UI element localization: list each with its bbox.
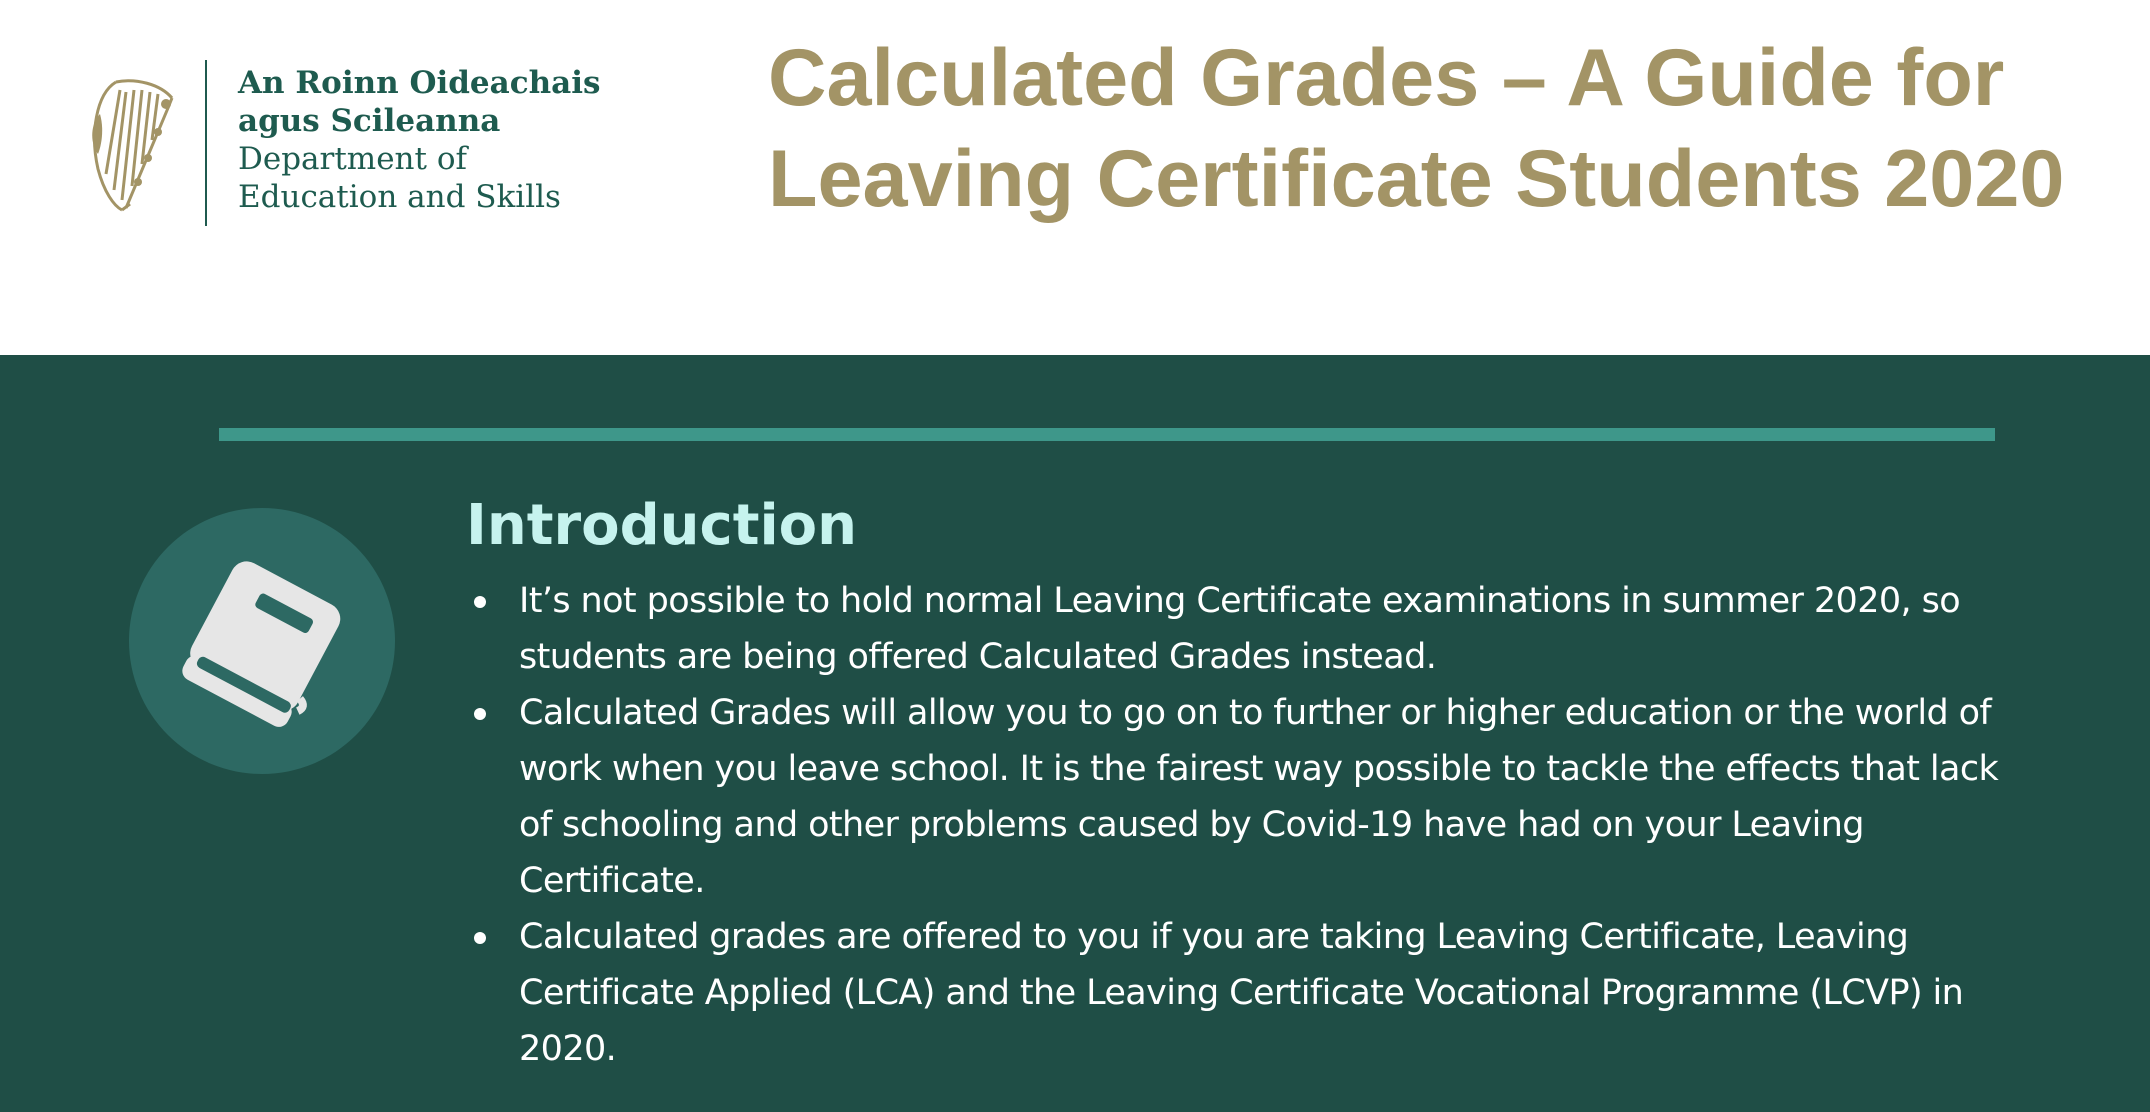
page-title: Calculated Grades – A Guide for Leaving Certificate Students 2020 xyxy=(768,33,2065,224)
bullet-text: It’s not possible to hold normal Leaving Certificate examinations in summer 2020, so students are being offered Calculated Grades instead. xyxy=(519,581,1961,677)
bullet-icon xyxy=(474,708,486,720)
bullet-text: Calculated Grades will allow you to go on to further or higher education or the world of work when you leave school. It is the fairest way possible to tackle the effects that lack of schooling and other problems caused by Covid-19 have had on your Leaving Certificate. xyxy=(519,693,1999,901)
bullet-text: Calculated grades are offered to you if you are taking Leaving Certificate, Leaving Certificate Applied (LCA) and the Leaving Certificate Vocational Programme (LCVP) in 2020. xyxy=(519,917,1964,1069)
list-item xyxy=(466,685,2006,909)
logo-english-line-2: Education and Skills xyxy=(238,179,561,215)
department-logo-text xyxy=(238,64,600,216)
book-icon xyxy=(163,536,363,736)
logo-divider xyxy=(205,60,207,226)
logo-irish-line-1: An Roinn Oideachais xyxy=(238,65,601,101)
list-item xyxy=(466,573,2006,685)
intro-bullet-list xyxy=(466,573,2006,1077)
harp-icon xyxy=(86,74,178,214)
header xyxy=(0,0,2150,355)
logo-english-line-1: Department of xyxy=(238,141,467,177)
section-heading-introduction: Introduction xyxy=(466,493,858,558)
bullet-icon xyxy=(474,932,486,944)
list-item xyxy=(466,909,2006,1077)
accent-divider xyxy=(219,428,1995,441)
logo-irish-line-2: agus Scileanna xyxy=(238,103,501,139)
bullet-icon xyxy=(474,596,486,608)
